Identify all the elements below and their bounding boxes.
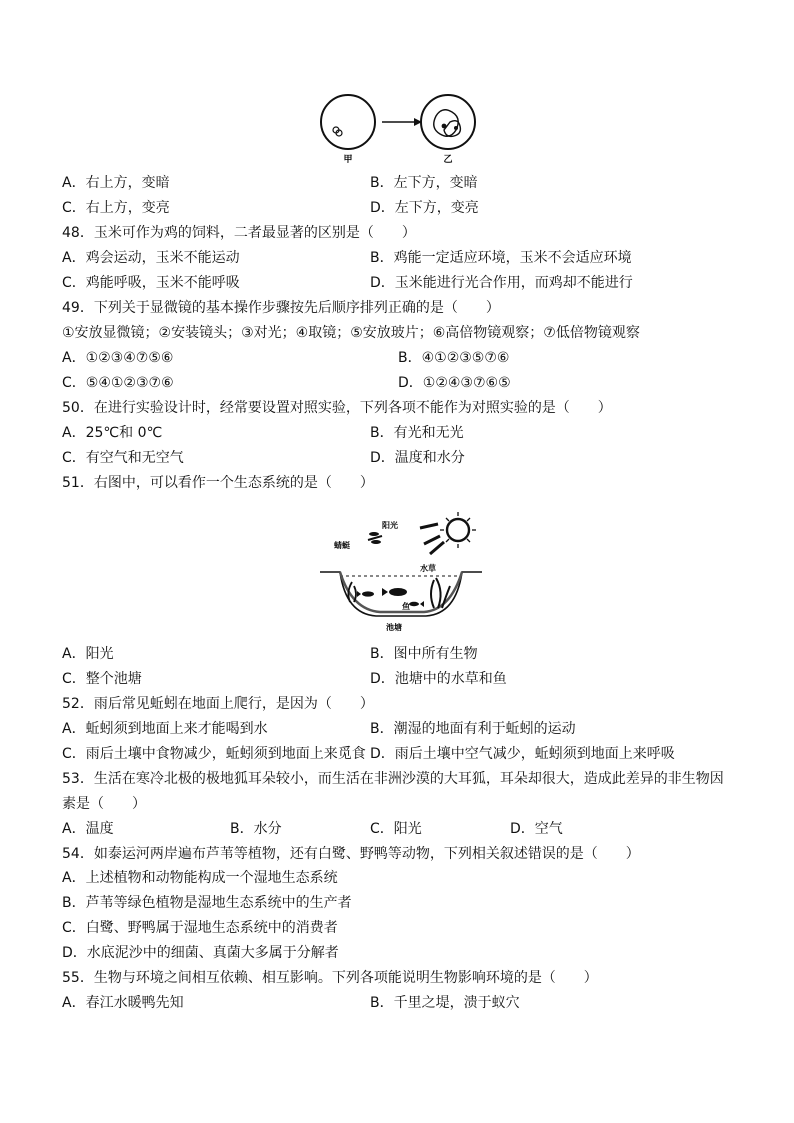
- q54-option-a: A．上述植物和动物能构成一个湿地生态系统: [62, 870, 338, 886]
- q51-stem: 51．右图中，可以看作一个生态系统的是（ ）: [62, 475, 374, 491]
- q53-option-d: D．空气: [510, 821, 563, 837]
- label-water-grass: 水草: [420, 564, 436, 573]
- q52-option-d: D．雨后土壤中空气减少，蚯蚓须到地面上来呼吸: [370, 746, 675, 762]
- q52-option-b: B．潮湿的地面有利于蚯蚓的运动: [370, 721, 576, 737]
- q48-option-d: D．玉米能进行光合作用，而鸡却不能进行: [370, 275, 633, 291]
- q47-option-b: B．左下方，变暗: [370, 175, 478, 191]
- label-fish: 鱼: [402, 602, 410, 611]
- cell-large: [434, 110, 459, 137]
- q50-option-c: C．有空气和无空气: [62, 450, 184, 466]
- q51-option-d: D．池塘中的水草和鱼: [370, 671, 507, 687]
- sunlight-arrow-icon: [424, 536, 440, 544]
- q47-option-a: A．右上方，变暗: [62, 175, 170, 191]
- label-dragonfly: 蜻蜓: [334, 541, 350, 550]
- cell-nucleus: [454, 126, 458, 130]
- q53-stem-line2: 素是（ ）: [62, 796, 146, 812]
- fish-icon: [409, 601, 424, 607]
- microscope-view-figure: [318, 92, 478, 166]
- q47-option-d: D．左下方，变亮: [370, 200, 479, 216]
- q50-option-d: D．温度和水分: [370, 450, 465, 466]
- q53-option-b: B．水分: [230, 821, 282, 837]
- q55-option-b: B．千里之堤，溃于蚁穴: [370, 995, 520, 1011]
- q48-stem: 48．玉米可作为鸡的饲料，二者最显著的区别是（ ）: [62, 225, 416, 241]
- q51-option-c: C．整个池塘: [62, 671, 142, 687]
- q54-option-c: C．白鹭、野鸭属于湿地生态系统中的消费者: [62, 920, 338, 936]
- field-of-view-yi: [421, 95, 475, 149]
- q53-option-c: C．阳光: [370, 821, 422, 837]
- q54-option-b: B．芦苇等绿色植物是湿地生态系统中的生产者: [62, 895, 352, 911]
- q55-option-a: A．春江水暖鸭先知: [62, 995, 184, 1011]
- q48-option-b: B．鸡能一定适应环境，玉米不会适应环境: [370, 250, 632, 266]
- pond-ecosystem-figure: [316, 496, 486, 634]
- water-grass-icon: [431, 578, 450, 608]
- sun-icon: [440, 512, 476, 548]
- q53-stem-line1: 53．生活在寒冷北极的极地狐耳朵较小，而生活在非洲沙漠的大耳狐，耳朵却很大，造成此差异的非生物因: [62, 771, 724, 787]
- q49-option-c: C．⑤④①②③⑦⑥: [62, 375, 174, 391]
- q52-option-a: A．蚯蚓须到地面上来才能喝到水: [62, 721, 268, 737]
- q50-stem: 50．在进行实验设计时，经常要设置对照实验，下列各项不能作为对照实验的是（ ）: [62, 400, 612, 416]
- label-jia: 甲: [343, 155, 353, 165]
- q54-option-d: D．水底泥沙中的细菌、真菌大多属于分解者: [62, 945, 339, 961]
- fish-icon: [382, 588, 407, 596]
- q48-option-c: C．鸡能呼吸，玉米不能呼吸: [62, 275, 240, 291]
- q55-stem: 55．生物与环境之间相互依赖、相互影响。下列各项能说明生物影响环境的是（ ）: [62, 970, 598, 986]
- cell-nucleus: [442, 124, 447, 129]
- q49-option-b: B．④①②③⑤⑦⑥: [398, 350, 510, 366]
- label-yi: 乙: [443, 155, 453, 165]
- q49-option-d: D．①②④③⑦⑥⑤: [398, 375, 511, 391]
- q50-option-b: B．有光和无光: [370, 425, 464, 441]
- q49-stem: 49．下列关于显微镜的基本操作步骤按先后顺序排列正确的是（ ）: [62, 300, 500, 316]
- q50-option-a: A．25℃和 0℃: [62, 425, 163, 441]
- sunlight-arrow-icon: [420, 524, 438, 528]
- q48-option-a: A．鸡会运动，玉米不能运动: [62, 250, 240, 266]
- dragonfly-icon: [368, 532, 382, 544]
- q49-steps: ①安放显微镜；②安装镜头；③对光；④取镜；⑤安放玻片；⑥高倍物镜观察；⑦低倍物镜观察: [62, 325, 640, 341]
- label-sunlight: 阳光: [382, 521, 398, 530]
- fish-icon: [357, 591, 374, 597]
- q52-option-c: C．雨后土壤中食物减少，蚯蚓须到地面上来觅食: [62, 746, 366, 762]
- field-of-view-jia: [321, 95, 375, 149]
- q47-option-c: C．右上方，变亮: [62, 200, 170, 216]
- q51-option-a: A．阳光: [62, 646, 114, 662]
- q53-option-a: A．温度: [62, 821, 114, 837]
- q51-option-b: B．图中所有生物: [370, 646, 478, 662]
- q52-stem: 52．雨后常见蚯蚓在地面上爬行，是因为（ ）: [62, 696, 374, 712]
- label-pond: 池塘: [386, 623, 402, 632]
- q54-stem: 54．如泰运河两岸遍布芦苇等植物，还有白鹭、野鸭等动物，下列相关叙述错误的是（ ）: [62, 846, 640, 862]
- sunlight-arrow-icon: [430, 542, 444, 554]
- q49-option-a: A．①②③④⑦⑤⑥: [62, 350, 174, 366]
